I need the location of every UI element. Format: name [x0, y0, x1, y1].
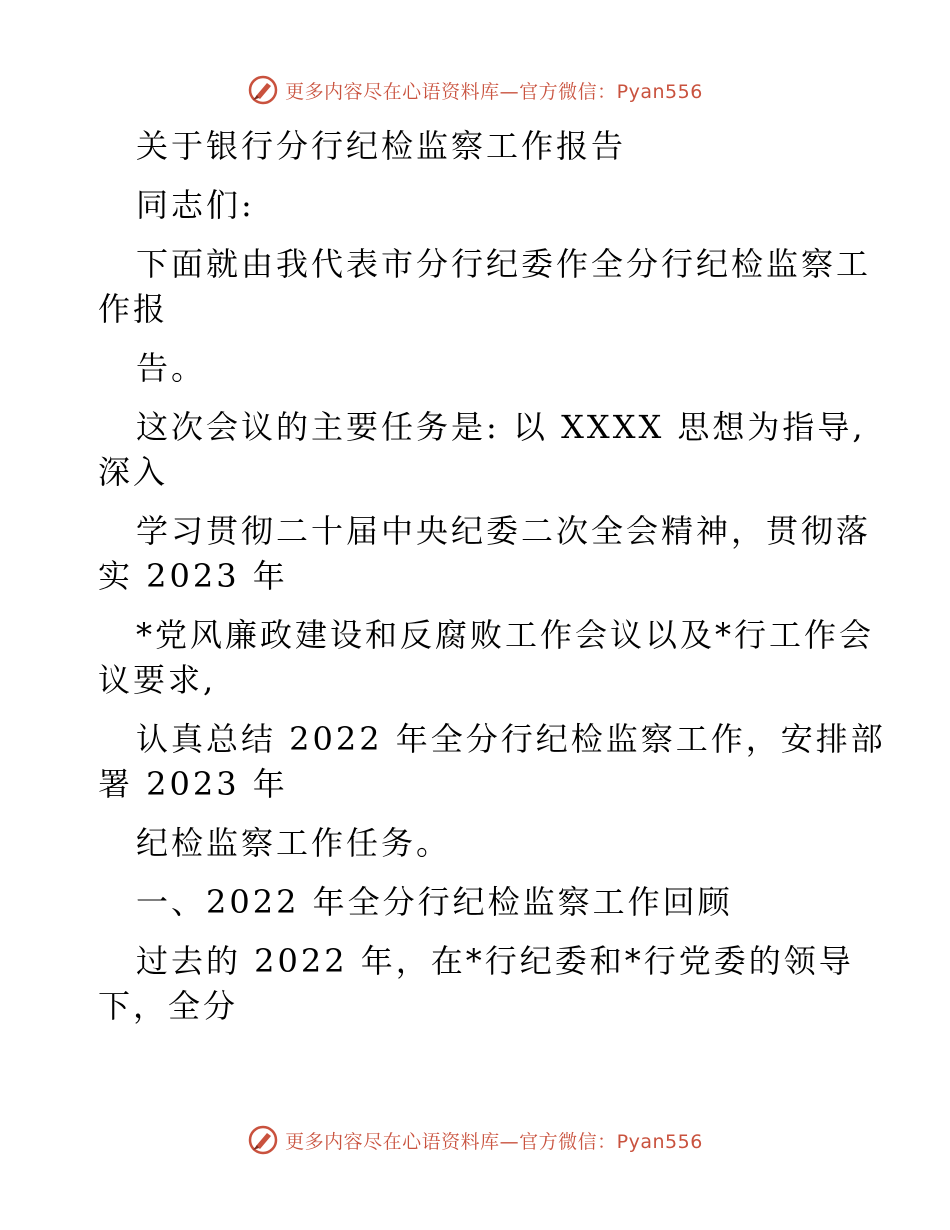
pen-logo-icon [247, 1124, 279, 1156]
text-line: 学习贯彻二十届中央纪委二次全会精神，贯彻落 [136, 512, 872, 550]
header-watermark [0, 70, 950, 110]
text-line: 过去的 2022 年，在*行纪委和*行党委的领导 [136, 942, 854, 980]
watermark-text: 更多内容尽在心语资料库—官方微信：Pyan556 [285, 80, 703, 103]
footer-watermark [0, 1120, 950, 1160]
watermark-text: 更多内容尽在心语资料库—官方微信：Pyan556 [285, 1130, 703, 1153]
text-line: 深入 [98, 453, 169, 491]
text-line: 下面就由我代表市分行纪委作全分行纪检监察工 [136, 245, 872, 283]
text-line: 署 2023 年 [98, 765, 288, 803]
document-title: 关于银行分行纪检监察工作报告 [136, 127, 627, 165]
salutation: 同志们: [136, 186, 255, 224]
text-line: 议要求, [98, 661, 217, 699]
document-body [98, 124, 886, 1029]
watermark-group [247, 1124, 703, 1156]
text-line: 纪检监察工作任务。 [136, 824, 452, 862]
section-heading: 一、2022 年全分行纪检监察工作回顾 [136, 883, 733, 921]
text-line: 下，全分 [98, 987, 239, 1025]
text-line: 告。 [136, 349, 207, 387]
text-line: 这次会议的主要任务是: 以 XXXX 思想为指导, [136, 408, 866, 446]
text-line: 认真总结 2022 年全分行纪检监察工作，安排部 [136, 720, 886, 758]
watermark-group [247, 74, 703, 106]
pen-logo-icon [247, 74, 279, 106]
text-line: *党风廉政建设和反腐败工作会议以及*行工作会 [136, 616, 875, 654]
text-line: 作报 [98, 290, 169, 328]
text-line: 实 2023 年 [98, 557, 288, 595]
